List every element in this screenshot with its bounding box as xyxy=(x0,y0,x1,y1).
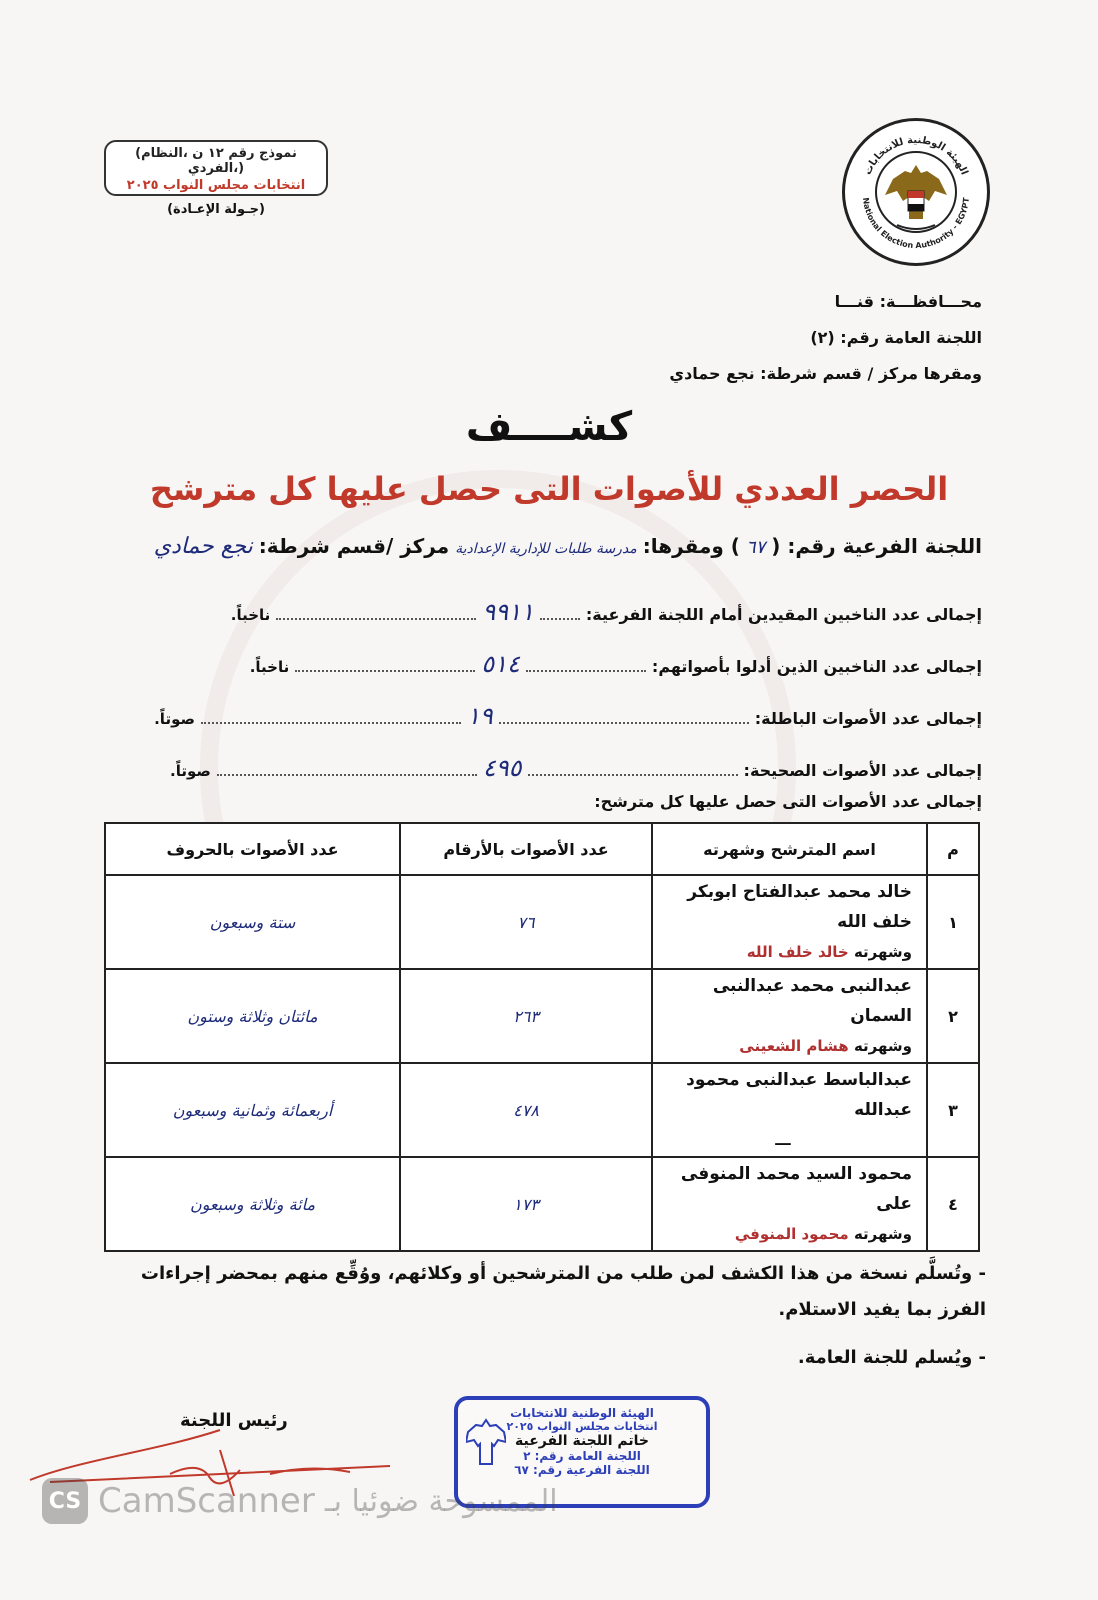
results-table xyxy=(104,822,980,1252)
candidate-nickname: هشام الشعينى xyxy=(739,1037,849,1055)
notes xyxy=(106,1256,986,1376)
election-round: (جـولة الإعـادة) xyxy=(167,202,265,217)
votes-digits: ٤٧٨ xyxy=(400,1063,652,1157)
stamp-eagle-icon xyxy=(466,1416,506,1472)
total-label: إجمالى عدد الناخبين المقيدين أمام اللجنة الفرعية: xyxy=(585,605,982,624)
governorate: محـــافظـــة: قنـــا xyxy=(834,292,982,311)
stamp-authority: الهيئة الوطنية للانتخابات xyxy=(510,1406,654,1420)
candidate-cell xyxy=(652,1063,927,1157)
candidate-cell xyxy=(652,875,927,969)
votes-digits: ٢٦٣ xyxy=(400,969,652,1063)
votes-words: ستة وسبعون xyxy=(105,875,400,969)
row-number: ٤ xyxy=(927,1157,979,1251)
votes-words: مائتان وثلاثة وستون xyxy=(105,969,400,1063)
candidate-nickname-line xyxy=(654,937,912,967)
candidate-cell xyxy=(652,1157,927,1251)
subcommittee-number-label: اللجنة الفرعية رقم: ( xyxy=(771,534,982,558)
total-unit: صوتاً. xyxy=(154,710,195,728)
total-valid xyxy=(170,754,982,782)
camscanner-logo-icon: CS xyxy=(42,1478,88,1524)
total-label: إجمالى عدد الناخبين الذين أدلوا بأصواتهم: xyxy=(651,657,982,676)
nickname-prefix: وشهرته xyxy=(853,943,912,961)
stamp-election: انتخابات مجلس النواب ٢٠٢٥ xyxy=(506,1420,658,1433)
stamp-title: خاتم اللجنة الفرعية xyxy=(514,1433,649,1449)
candidates-heading-text: إجمالى عدد الأصوات التى حصل عليها كل مترشح: xyxy=(594,792,982,811)
candidate-name: محمود السيد محمد المنوفى على xyxy=(680,1164,912,1214)
committee-seat: ومقرها مركز / قسم شرطة: نجع حمادي xyxy=(669,364,982,383)
camscanner-name: CamScanner xyxy=(98,1481,315,1521)
votes-digits: ٧٦ xyxy=(400,875,652,969)
column-header-digits: عدد الأصوات بالأرقام xyxy=(400,823,652,875)
document-subtitle: الحصر العددي للأصوات التى حصل عليها كل مترشح xyxy=(149,470,949,508)
total-value: ٤٩٥ xyxy=(482,754,522,782)
note-item: - وتُسلَّم نسخة من هذا الكشف لمن طلب من المترشحين أو وكلائهم، ووُقِّع منهم بمحضر إجراءات الفرز بما يفيد الاستلام. xyxy=(140,1263,986,1320)
document-title: كشــــف xyxy=(465,404,633,450)
form-number-box xyxy=(104,140,328,196)
candidate-nickname-line xyxy=(654,1031,912,1061)
candidate-name: خالد محمد عبدالفتاح ابوبكر خلف الله xyxy=(687,882,912,932)
candidate-nickname-line xyxy=(654,1125,912,1155)
candidate-nickname: خالد خلف الله xyxy=(746,943,849,961)
subcommittee-number: ٦٧ xyxy=(745,537,766,558)
subcommittee-line xyxy=(154,534,982,559)
total-unit: صوتاً. xyxy=(170,762,211,780)
eagle-emblem-icon xyxy=(845,121,987,263)
candidate-name: عبدالنبى محمد عبدالنبى السمان xyxy=(712,976,912,1026)
total-value: ٩٩١١ xyxy=(482,598,534,626)
votes-words: أربعمائة وثمانية وسبعون xyxy=(105,1063,400,1157)
total-registered-voters xyxy=(231,598,982,626)
subcommittee-seat: مدرسة طلبات للإدارية الإعدادية xyxy=(455,541,637,557)
total-invalid xyxy=(154,702,982,730)
total-unit: ناخباً. xyxy=(230,606,271,624)
police-center-label: مركز /قسم شرطة: xyxy=(258,534,450,558)
subcommittee-seat-label: ) ومقرها: xyxy=(642,534,740,558)
header-info xyxy=(669,284,982,392)
stamp-general-committee: اللجنة العامة رقم: ٢ xyxy=(523,1449,641,1463)
form-number: (نموذج رقم ١٢ ن ،النظام الفردي،) xyxy=(135,146,297,176)
committee-chair-label: رئيس اللجنة xyxy=(180,1410,288,1431)
total-value: ٥١٤ xyxy=(481,650,520,678)
total-label: إجمالى عدد الأصوات الصحيحة: xyxy=(743,761,982,780)
table-row xyxy=(105,875,979,969)
candidate-nickname-line xyxy=(654,1219,912,1249)
note-item: - ويُسلم للجنة العامة. xyxy=(797,1347,986,1368)
nickname-prefix: وشهرته xyxy=(853,1225,912,1243)
svg-text:الهيئة الوطنية للانتخابات: الهيئة الوطنية للانتخابات xyxy=(862,134,970,177)
total-unit: ناخباً. xyxy=(249,658,290,676)
nickname-prefix: وشهرته xyxy=(853,1037,912,1055)
camscanner-watermark xyxy=(42,1478,558,1524)
votes-words: مائة وثلاثة وسبعون xyxy=(105,1157,400,1251)
svg-text:National Election Authority -: National Election Authority - EGYPT xyxy=(860,197,971,251)
table-row xyxy=(105,1063,979,1157)
candidates-heading xyxy=(594,792,982,811)
election-name: انتخابات مجلس النواب ٢٠٢٥ xyxy=(126,178,306,193)
votes-digits: ١٧٣ xyxy=(400,1157,652,1251)
column-header-words: عدد الأصوات بالحروف xyxy=(105,823,400,875)
total-voted xyxy=(250,650,982,678)
row-number: ٣ xyxy=(927,1063,979,1157)
candidate-name: عبدالباسط عبدالنبى محمود عبدالله xyxy=(686,1070,912,1120)
candidate-nickname: ـــ xyxy=(775,1131,791,1149)
stamp-subcommittee: اللجنة الفرعية رقم: ٦٧ xyxy=(514,1463,650,1477)
column-header-number: م xyxy=(927,823,979,875)
general-committee: اللجنة العامة رقم: (٢) xyxy=(810,328,982,347)
total-value: ١٩ xyxy=(466,702,493,730)
camscanner-arabic: الممسوحة ضوئيا بـ xyxy=(324,1483,558,1519)
police-center: نجع حمادي xyxy=(153,534,253,559)
row-number: ٢ xyxy=(927,969,979,1063)
table-header-row xyxy=(105,823,979,875)
row-number: ١ xyxy=(927,875,979,969)
total-label: إجمالى عدد الأصوات الباطلة: xyxy=(754,709,982,728)
candidate-nickname: محمود المنوفي xyxy=(734,1225,849,1243)
column-header-name: اسم المترشح وشهرته xyxy=(652,823,927,875)
table-row xyxy=(105,1157,979,1251)
election-authority-seal xyxy=(842,118,990,266)
candidate-cell xyxy=(652,969,927,1063)
table-row xyxy=(105,969,979,1063)
